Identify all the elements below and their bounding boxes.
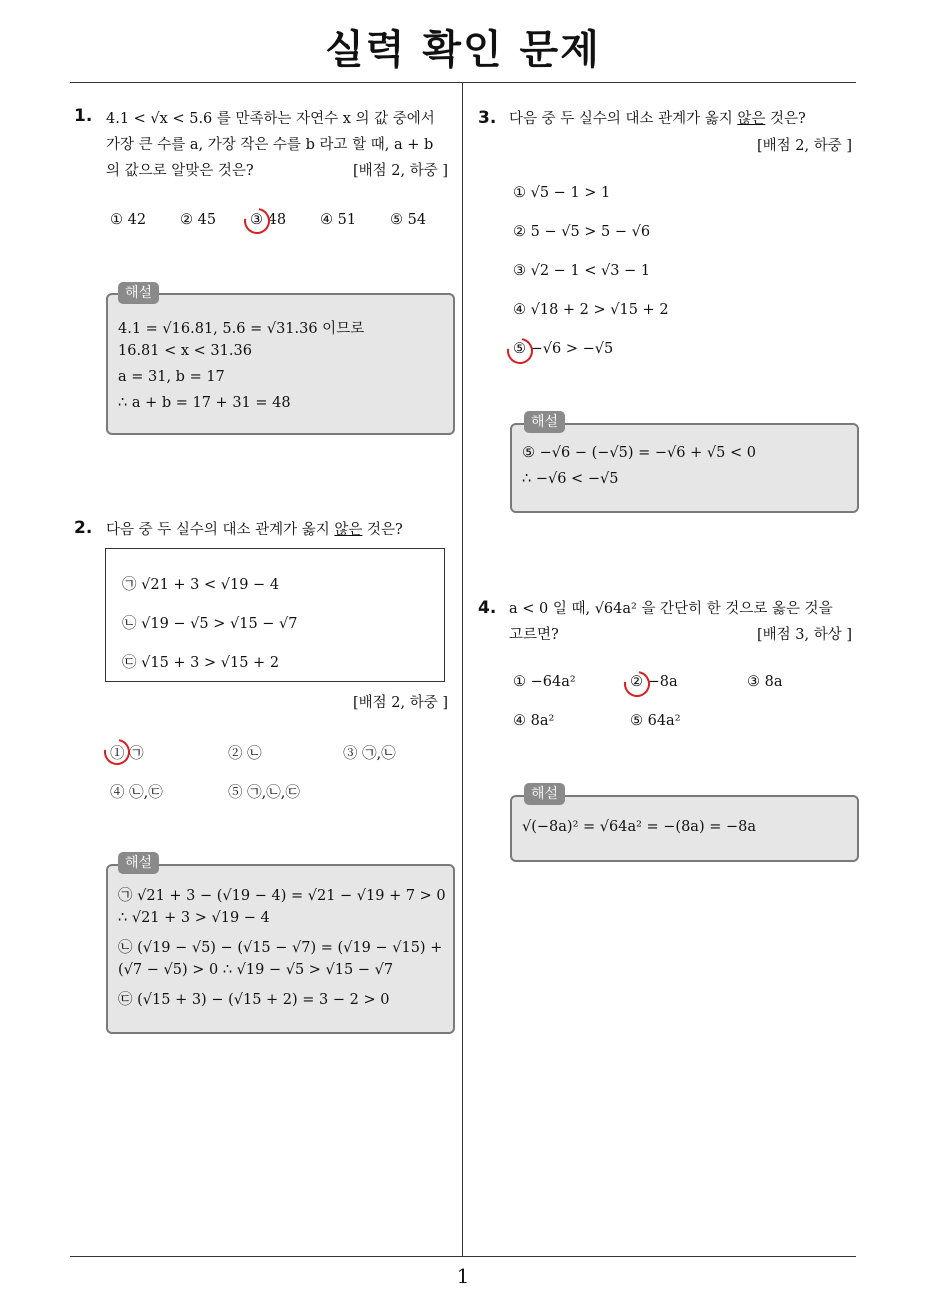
page-title: 실력 확인 문제 — [325, 27, 601, 73]
question-text-line: a < 0 일 때, √64a² 을 간단히 한 것으로 옳은 것을 — [509, 601, 833, 617]
question-number: 1. — [74, 106, 93, 126]
question-number: 3. — [478, 108, 497, 128]
solution-box — [106, 293, 455, 435]
solution-line: ㉡ (√19 − √5) − (√15 − √7) = (√19 − √15) + — [118, 940, 443, 956]
question-text — [509, 106, 806, 132]
header-divider — [70, 82, 856, 83]
solution-box — [106, 864, 455, 1034]
answer-option[interactable]: ③ 48 — [250, 212, 287, 228]
solution-line: ㉢ (√15 + 3) − (√15 + 2) = 3 − 2 > 0 — [118, 992, 390, 1008]
answer-option[interactable]: ⑤ 54 — [390, 212, 427, 228]
answer-option[interactable]: ⑤ ㉠,㉡,㉢ — [228, 785, 300, 801]
question-text-part: 것은? — [362, 522, 403, 538]
selected-answer-mark — [239, 203, 275, 239]
solution-line: a = 31, b = 17 — [118, 369, 225, 385]
answer-option[interactable]: ③ ㉠,㉡ — [343, 746, 396, 762]
solution-tag: 해설 — [118, 282, 159, 304]
answer-option[interactable]: ② 45 — [180, 212, 217, 228]
question-text-line: 의 값으로 알맞은 것은? — [106, 163, 254, 179]
solution-line: (√7 − √5) > 0 ∴ √19 − √5 > √15 − √7 — [118, 962, 394, 978]
answer-option[interactable]: ③ 8a — [747, 674, 783, 690]
answer-option[interactable]: ① ㉠ — [110, 746, 144, 762]
footer-divider — [70, 1256, 856, 1257]
score-label: [배점 2, 하중 ] — [352, 163, 448, 179]
solution-tag: 해설 — [118, 852, 159, 874]
answer-option[interactable]: ② 5 − √5 > 5 − √6 — [513, 224, 651, 240]
answer-option[interactable]: ② −8a — [630, 674, 678, 690]
solution-box — [510, 795, 859, 862]
answer-option[interactable]: ② ㉡ — [228, 746, 262, 762]
answer-option[interactable]: ⑤ −√6 > −√5 — [513, 341, 614, 357]
answer-option[interactable]: ⑤ 64a² — [630, 713, 681, 729]
question-text-part: 것은? — [765, 111, 806, 127]
condition-item: ㉢ √15 + 3 > √15 + 2 — [122, 655, 280, 671]
solution-line: ∴ √21 + 3 > √19 − 4 — [118, 910, 270, 926]
solution-line: 4.1 = √16.81, 5.6 = √31.36 이므로 — [118, 321, 365, 337]
selected-answer-mark — [619, 666, 655, 702]
question-text-line: 고르면? — [509, 627, 559, 643]
question-text-underlined: 않은 — [737, 111, 766, 127]
answer-option[interactable]: ④ ㉡,㉢ — [110, 785, 163, 801]
answer-option[interactable]: ③ √2 − 1 < √3 − 1 — [513, 263, 651, 279]
answer-option[interactable]: ① √5 − 1 > 1 — [513, 185, 611, 201]
solution-tag: 해설 — [524, 783, 565, 805]
question-number: 2. — [74, 518, 93, 538]
solution-line: ⑤ −√6 − (−√5) = −√6 + √5 < 0 — [522, 445, 756, 461]
solution-line: 16.81 < x < 31.36 — [118, 343, 252, 359]
question-text-part: 다음 중 두 실수의 대소 관계가 옳지 — [106, 522, 335, 538]
answer-option[interactable]: ④ 8a² — [513, 713, 555, 729]
solution-box — [510, 423, 859, 513]
solution-line: ∴ a + b = 17 + 31 = 48 — [118, 395, 291, 411]
solution-line: ㉠ √21 + 3 − (√19 − 4) = √21 − √19 + 7 > 0 — [118, 888, 446, 904]
selected-answer-mark — [502, 333, 538, 369]
conditions-box — [105, 548, 445, 682]
solution-line: √(−8a)² = √64a² = −(8a) = −8a — [522, 819, 756, 835]
column-divider — [462, 83, 463, 1257]
selected-answer-mark — [99, 734, 135, 770]
condition-item: ㉡ √19 − √5 > √15 − √7 — [122, 616, 298, 632]
condition-item: ㉠ √21 + 3 < √19 − 4 — [122, 577, 280, 593]
answer-option[interactable]: ④ 51 — [320, 212, 357, 228]
question-text — [106, 517, 403, 543]
score-label: [배점 2, 하중 ] — [756, 138, 852, 154]
solution-tag: 해설 — [524, 411, 565, 433]
page-number: 1 — [456, 1264, 470, 1288]
answer-option[interactable]: ④ √18 + 2 > √15 + 2 — [513, 302, 669, 318]
answer-option[interactable]: ① 42 — [110, 212, 147, 228]
score-label: [배점 2, 하중 ] — [352, 695, 448, 711]
question-text-part: 다음 중 두 실수의 대소 관계가 옳지 — [509, 111, 738, 127]
question-number: 4. — [478, 598, 497, 618]
question-text-line: 4.1 < √x < 5.6 를 만족하는 자연수 x 의 값 중에서 — [106, 111, 435, 127]
score-label: [배점 3, 하상 ] — [756, 627, 852, 643]
question-text-line: 가장 큰 수를 a, 가장 작은 수를 b 라고 할 때, a + b — [106, 137, 434, 153]
question-text-underlined: 않은 — [334, 522, 363, 538]
solution-line: ∴ −√6 < −√5 — [522, 471, 619, 487]
answer-option[interactable]: ① −64a² — [513, 674, 576, 690]
